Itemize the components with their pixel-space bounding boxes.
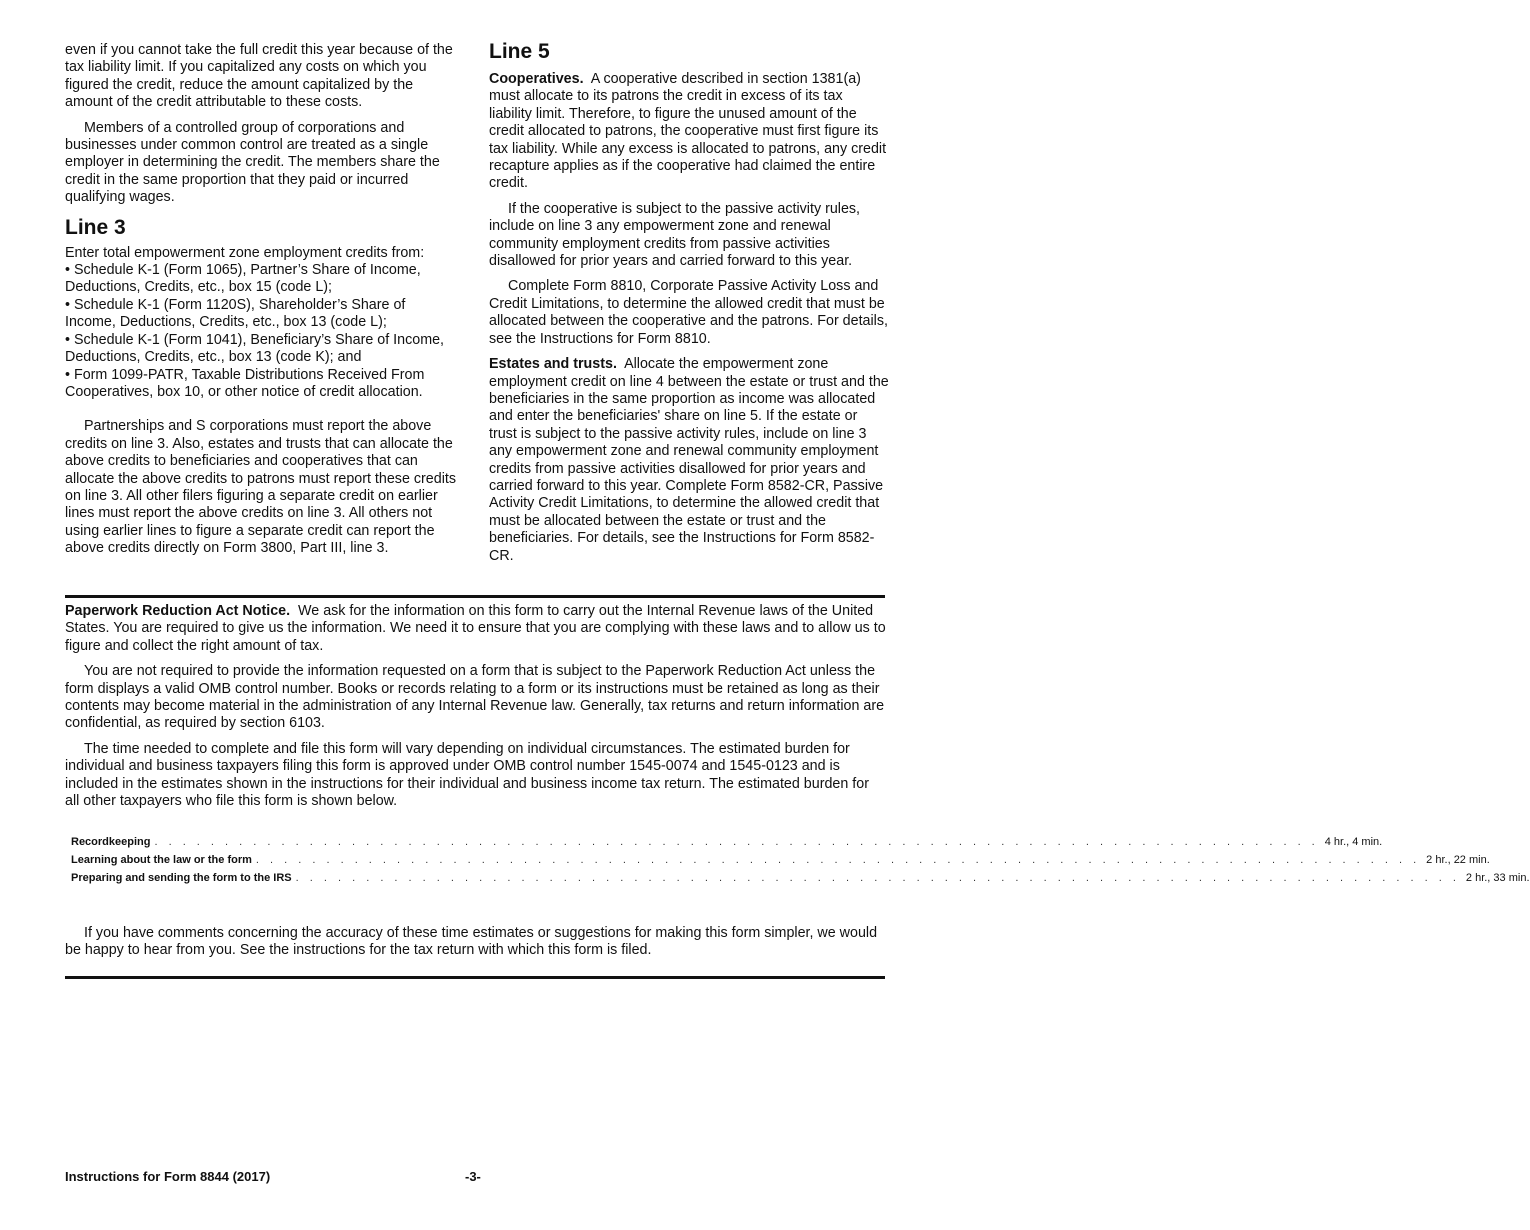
estates-lead: Estates and trusts. <box>489 356 617 373</box>
paragraph-partnerships: Partnerships and S corporations must report the above credits on line 3. Also, estates and trusts that can allocate the above credits to beneficiaries and cooperatives that can allocate the above credits to patrons must report these credits on line 3. All other filers figuring a separate credit on earlier lines must report the above credits on line 3. All others not using earlier lines to figure a separate credit can report the above credits directly on Form 3800, Part III, line 3. <box>65 418 456 557</box>
paragraph-passive-activity: If the cooperative is subject to the passive activity rules, include on line 3 any empowerment zone and renewal community employment credits from passive activities disallowed for prior years and carried forward to this year. <box>489 200 861 270</box>
pra-paragraph-2: You are not required to provide the information requested on a form that is subject to the Paperwork Reduction Act unless the form displays a valid OMB control number. Books or records relating to a form or its instructions must be retained as long as their contents may become material in the administration of any Internal Revenue law. Generally, tax returns and return information are confidential, as required by section 6103. <box>65 663 885 732</box>
pra-text-1: We ask for the information on this form to carry out the Internal Revenue laws of the United States. You are required to give us the information. We need it to ensure that you are complying with these laws and to allow us to figure and collect the right amount of tax. <box>65 603 886 654</box>
line5-heading: Line 5 <box>489 40 550 63</box>
footer-page-number: -3- <box>465 1169 481 1184</box>
burden-label: Preparing and sending the form to the IRS <box>71 872 292 884</box>
section-divider <box>65 595 885 598</box>
burden-time: 4 hr., 4 min. <box>1324 836 1383 848</box>
burden-time: 2 hr., 22 min. <box>1426 854 1490 866</box>
list-item: • Schedule K-1 (Form 1065), Partner’s Share of Income, Deductions, Credits, etc., box 15 (code L); <box>65 262 421 296</box>
leader-dots: . . . . . . . . . . . . . . . . . . . . . . . . . . . . . . . . . . . . . . . . . . . . . . . . . . . . . . . . . . . . . . . . . . . . . . . . . . . . . . . . . . . <box>154 836 1319 848</box>
comments-paragraph <box>65 925 887 968</box>
pra-paragraph-3: The time needed to complete and file this form will vary depending on individual circumstances. The estimated burden for individual and business taxpayers filing this form is approved under OMB control number 1545-0074 and 1545-0123 and is included in the estimates shown in the instructions for their individual and business income tax return. The estimated burden for all other taxpayers who file this form is shown below. <box>65 740 869 810</box>
table-row <box>71 854 1490 872</box>
table-row <box>71 872 1530 890</box>
leader-dots: . . . . . . . . . . . . . . . . . . . . . . . . . . . . . . . . . . . . . . . . . . . . . . . . . . . . . . . . . . . . . . . . . . . . . . . . . . . . . . . . . . . <box>255 854 1421 866</box>
burden-label: Recordkeeping <box>71 836 151 848</box>
pra-paragraph-1 <box>65 603 887 655</box>
leader-dots: . . . . . . . . . . . . . . . . . . . . . . . . . . . . . . . . . . . . . . . . . . . . . . . . . . . . . . . . . . . . . . . . . . . . . . . . . . . . . . . . . . . <box>295 872 1460 884</box>
right-column <box>489 42 889 573</box>
footer-form-title: Instructions for Form 8844 (2017) <box>65 1169 271 1184</box>
bottom-divider <box>65 976 885 979</box>
cooperatives-text: A cooperative described in section 1381(a) must allocate to its patrons the credit in excess of its tax liability limit. Therefore, to figure the unused amount of the credit allocated to patrons, the cooperative must first figure its tax liability. While any excess is allocated to patrons, any credit recapture applies as if the cooperative had claimed the entire credit. <box>489 71 887 192</box>
pra-lead: Paperwork Reduction Act Notice. <box>65 603 291 619</box>
paragraph-cooperatives <box>489 71 889 193</box>
burden-table <box>71 836 1530 890</box>
paragraph-form-8810: Complete Form 8810, Corporate Passive Activity Loss and Credit Limitations, to determine the allowed credit that must be allocated between the cooperative and the patrons. For details, see the Instructions for Form 8810. <box>489 278 888 347</box>
table-row <box>71 836 1383 854</box>
paragraph-credit-continued: even if you cannot take the full credit this year because of the tax liability limit. If you capitalized any costs on which you figured the credit, reduce the amount capitalized by the amount of the credit attributable to these costs. <box>65 42 453 111</box>
comments-text: If you have comments concerning the accuracy of these time estimates or suggestions for making this form simpler, we would be happy to hear from you. See the instructions for the tax return with which this form is filed. <box>65 925 878 959</box>
list-item: • Form 1099-PATR, Taxable Distributions Received From Cooperatives, box 10, or other notice of credit allocation. <box>65 366 425 400</box>
line3-heading: Line 3 <box>65 215 126 239</box>
cooperatives-lead: Cooperatives. <box>489 71 584 87</box>
line3-source-list <box>65 245 460 402</box>
paragraph-estates-trusts <box>489 356 889 565</box>
estates-text: Allocate the empowerment zone employment credit on line 4 between the estate or trust and the beneficiaries in the same proportion as income was allocated and enter the beneficiaries' share on line 5. If the estate or trust is subject to the passive activity rules, include on line 3 any empowerment zone and renewal community employment credits from passive activities disallowed for prior years and carried forward to this year. Complete Form 8582-CR, Passive Activity Credit Limitations, to determine the allowed credit that must be allocated between the estate or trust and the beneficiaries. For details, see the Instructions for Form 8582-CR. <box>489 356 889 564</box>
list-item: • Schedule K-1 (Form 1041), Beneficiary’s Share of Income, Deductions, Credits, etc., box 13 (code K); and <box>65 331 445 366</box>
burden-time: 2 hr., 33 min. <box>1465 872 1530 884</box>
left-column <box>65 42 460 566</box>
burden-label: Learning about the law or the form <box>71 854 252 866</box>
paragraph-controlled-group: Members of a controlled group of corporations and businesses under common control are treated as a single employer in determining the credit. The members share the credit in the same proportion that they paid or incurred qualifying wages. <box>65 119 440 206</box>
paperwork-reduction-notice <box>65 603 887 818</box>
list-item: • Schedule K-1 (Form 1120S), Shareholder’s Share of Income, Deductions, Credits, etc., box 13 (code L); <box>65 296 406 331</box>
line3-intro: Enter total empowerment zone employment credits from: <box>65 244 425 261</box>
